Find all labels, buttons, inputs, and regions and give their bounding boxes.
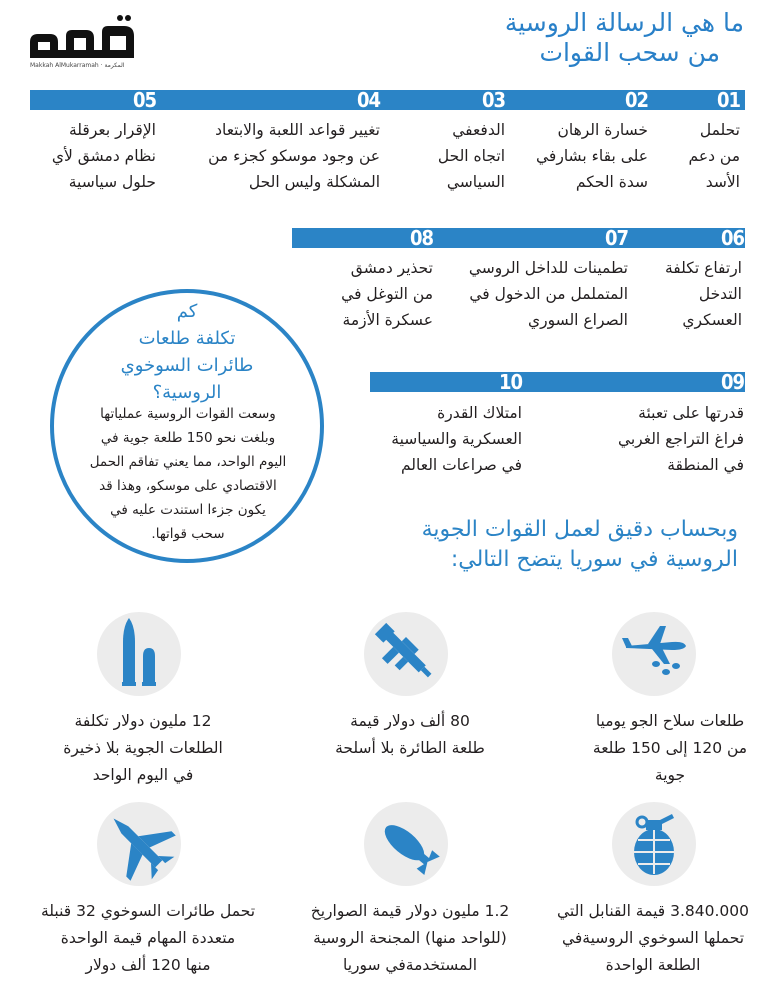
stat-icon-circle: [97, 802, 181, 886]
missile-icon: [364, 802, 448, 886]
item-line: عن وجود موسكو كجزء من: [208, 147, 380, 165]
stat-line: الطلعات الجوية بلا ذخيرة: [63, 739, 223, 757]
stat-line: من 120 إلى 150 طلعة: [592, 739, 748, 757]
stat-icon-circle: [97, 612, 181, 696]
message-item-01: [650, 117, 740, 195]
cost-circle-body: [64, 402, 312, 546]
item-number: 10: [498, 370, 522, 394]
stat-line: في اليوم الواحد: [92, 766, 194, 784]
stat-line: 12 مليون دولار تكلفة: [74, 712, 212, 730]
item-line: ارتفاع تكلفة: [664, 259, 742, 277]
stat-line: (للواحد منها) المجنحة الروسية: [313, 929, 507, 947]
message-item-07: [448, 255, 628, 333]
item-line: نظام دمشق لأي: [51, 147, 156, 165]
stat-line: طلعات سلاح الجو يوميا: [595, 712, 745, 730]
item-line: الأسد: [705, 173, 740, 191]
circle-title-line: كم: [176, 301, 198, 322]
calc-heading: [338, 515, 738, 575]
stat-icon-circle: [612, 612, 696, 696]
circle-body-line: سحب قواتها.: [151, 526, 225, 542]
item-line: من دعم: [688, 147, 740, 165]
message-item-08: [323, 255, 433, 333]
stat-block: [292, 898, 528, 979]
item-line: على بقاء بشارفي: [536, 147, 648, 165]
stat-block: [548, 898, 758, 979]
grenade-icon: [612, 802, 696, 886]
item-line: العسكرية والسياسية: [391, 430, 522, 448]
stat-line: 80 ألف دولار قيمة: [350, 712, 470, 730]
circle-body-line: يكون جزءا استندت عليه في: [110, 502, 266, 518]
calc-heading-line: الروسية في سوريا يتضح التالي:: [450, 547, 738, 572]
calc-heading-line: وبحساب دقيق لعمل القوات الجوية: [421, 517, 738, 542]
message-item-10: [352, 400, 522, 478]
item-line: في المنطقة: [667, 456, 744, 474]
item-line: عسكرة الأزمة: [342, 311, 433, 329]
message-item-09: [584, 400, 744, 478]
rifle-icon: [364, 612, 448, 696]
item-line: فراغ التراجع الغربي: [617, 430, 744, 448]
logo-mark-icon: [28, 14, 138, 64]
fighter-jet-icon: [97, 802, 181, 886]
message-item-04: [170, 117, 380, 195]
stat-line: تحملها السوخوي الروسيةفي: [561, 929, 745, 947]
circle-body-line: اليوم الواحد، مما يعني تفاقم الحمل: [89, 454, 287, 470]
item-number: 04: [356, 88, 380, 112]
stat-icon-circle: [612, 802, 696, 886]
item-number: 09: [720, 370, 744, 394]
item-number: 06: [720, 226, 744, 250]
item-line: العسكري: [682, 311, 742, 329]
item-number: 08: [409, 226, 433, 250]
item-line: التدخل: [698, 285, 742, 303]
stat-line: متعددة المهام قيمة الواحدة: [60, 929, 236, 947]
cost-circle-title: [70, 298, 304, 406]
stat-line: جوية: [654, 766, 686, 784]
stat-block: [575, 708, 765, 789]
item-line: تحلمل: [699, 121, 740, 139]
item-line: السياسي: [446, 173, 505, 191]
stat-line: 1.2 مليون دولار قيمة الصواريخ: [310, 902, 510, 920]
page-title-line: من سحب القوات: [539, 38, 720, 67]
message-item-02: [508, 117, 648, 195]
circle-title-line: طائرات السوخوي: [120, 355, 254, 376]
item-line: تغيير قواعد اللعبة والابتعاد: [215, 121, 380, 139]
ammo-icon: [97, 612, 181, 696]
item-line: قدرتها على تعبئة: [638, 404, 744, 422]
stat-line: طلعة الطائرة بلا أسلحة: [335, 739, 485, 757]
stat-block: [310, 708, 510, 762]
item-line: تطمينات للداخل الروسي: [468, 259, 628, 277]
item-line: الدفعفي: [452, 121, 505, 139]
stat-block: [30, 898, 266, 979]
circle-body-line: وسعت القوات الروسية عملياتها: [100, 406, 276, 422]
circle-body-line: وبلغت نحو 150 طلعة جوية في: [100, 430, 276, 446]
item-number: 01: [716, 88, 740, 112]
item-number: 02: [624, 88, 648, 112]
item-line: في صراعات العالم: [400, 456, 522, 474]
item-line: اتجاه الحل: [437, 147, 505, 165]
stat-line: 3.840.000 قيمة القنابل التي: [557, 902, 749, 920]
brand-logo[interactable]: [28, 14, 138, 64]
item-line: امتلاك القدرة: [437, 404, 522, 422]
messages-bar-row3: [370, 372, 745, 392]
item-line: من التوغل في: [341, 285, 433, 303]
item-line: الصراع السوري: [528, 311, 628, 329]
message-item-03: [395, 117, 505, 195]
circle-title-line: تكلفة طلعات: [138, 328, 236, 349]
item-line: الإقرار بعرقلة: [68, 121, 156, 139]
item-number: 07: [604, 226, 628, 250]
item-line: سدة الحكم: [575, 173, 648, 191]
item-line: تحذير دمشق: [350, 259, 433, 277]
stat-line: منها 120 ألف دولار: [85, 956, 211, 974]
message-item-06: [632, 255, 742, 333]
stat-line: تحمل طائرات السوخوي 32 قنبلة: [40, 902, 256, 920]
stat-icon-circle: [364, 612, 448, 696]
item-number: 03: [481, 88, 505, 112]
item-line: المتململ من الدخول في: [469, 285, 628, 303]
item-line: المشكلة وليس الحل: [248, 173, 380, 191]
circle-title-line: الروسية؟: [152, 382, 222, 403]
logo-subtitle: Makkah AlMukarramah · المكرمة: [30, 62, 125, 69]
page-title-line: ما هي الرسالة الروسية: [504, 8, 744, 37]
stat-icon-circle: [364, 802, 448, 886]
page-title: [324, 8, 744, 68]
stat-line: المستخدمةفي سوريا: [342, 956, 478, 974]
item-line: خسارة الرهان: [557, 121, 648, 139]
stat-block: [38, 708, 248, 789]
airplane-bombs-icon: [612, 612, 696, 696]
item-line: حلول سياسية: [68, 173, 156, 191]
stat-line: الطلعة الواحدة: [605, 956, 701, 974]
messages-bar-row2: [292, 228, 745, 248]
circle-body-line: الاقتصادي على موسكو، وهذا قد: [99, 478, 277, 494]
message-item-05: [26, 117, 156, 195]
item-number: 05: [132, 88, 156, 112]
